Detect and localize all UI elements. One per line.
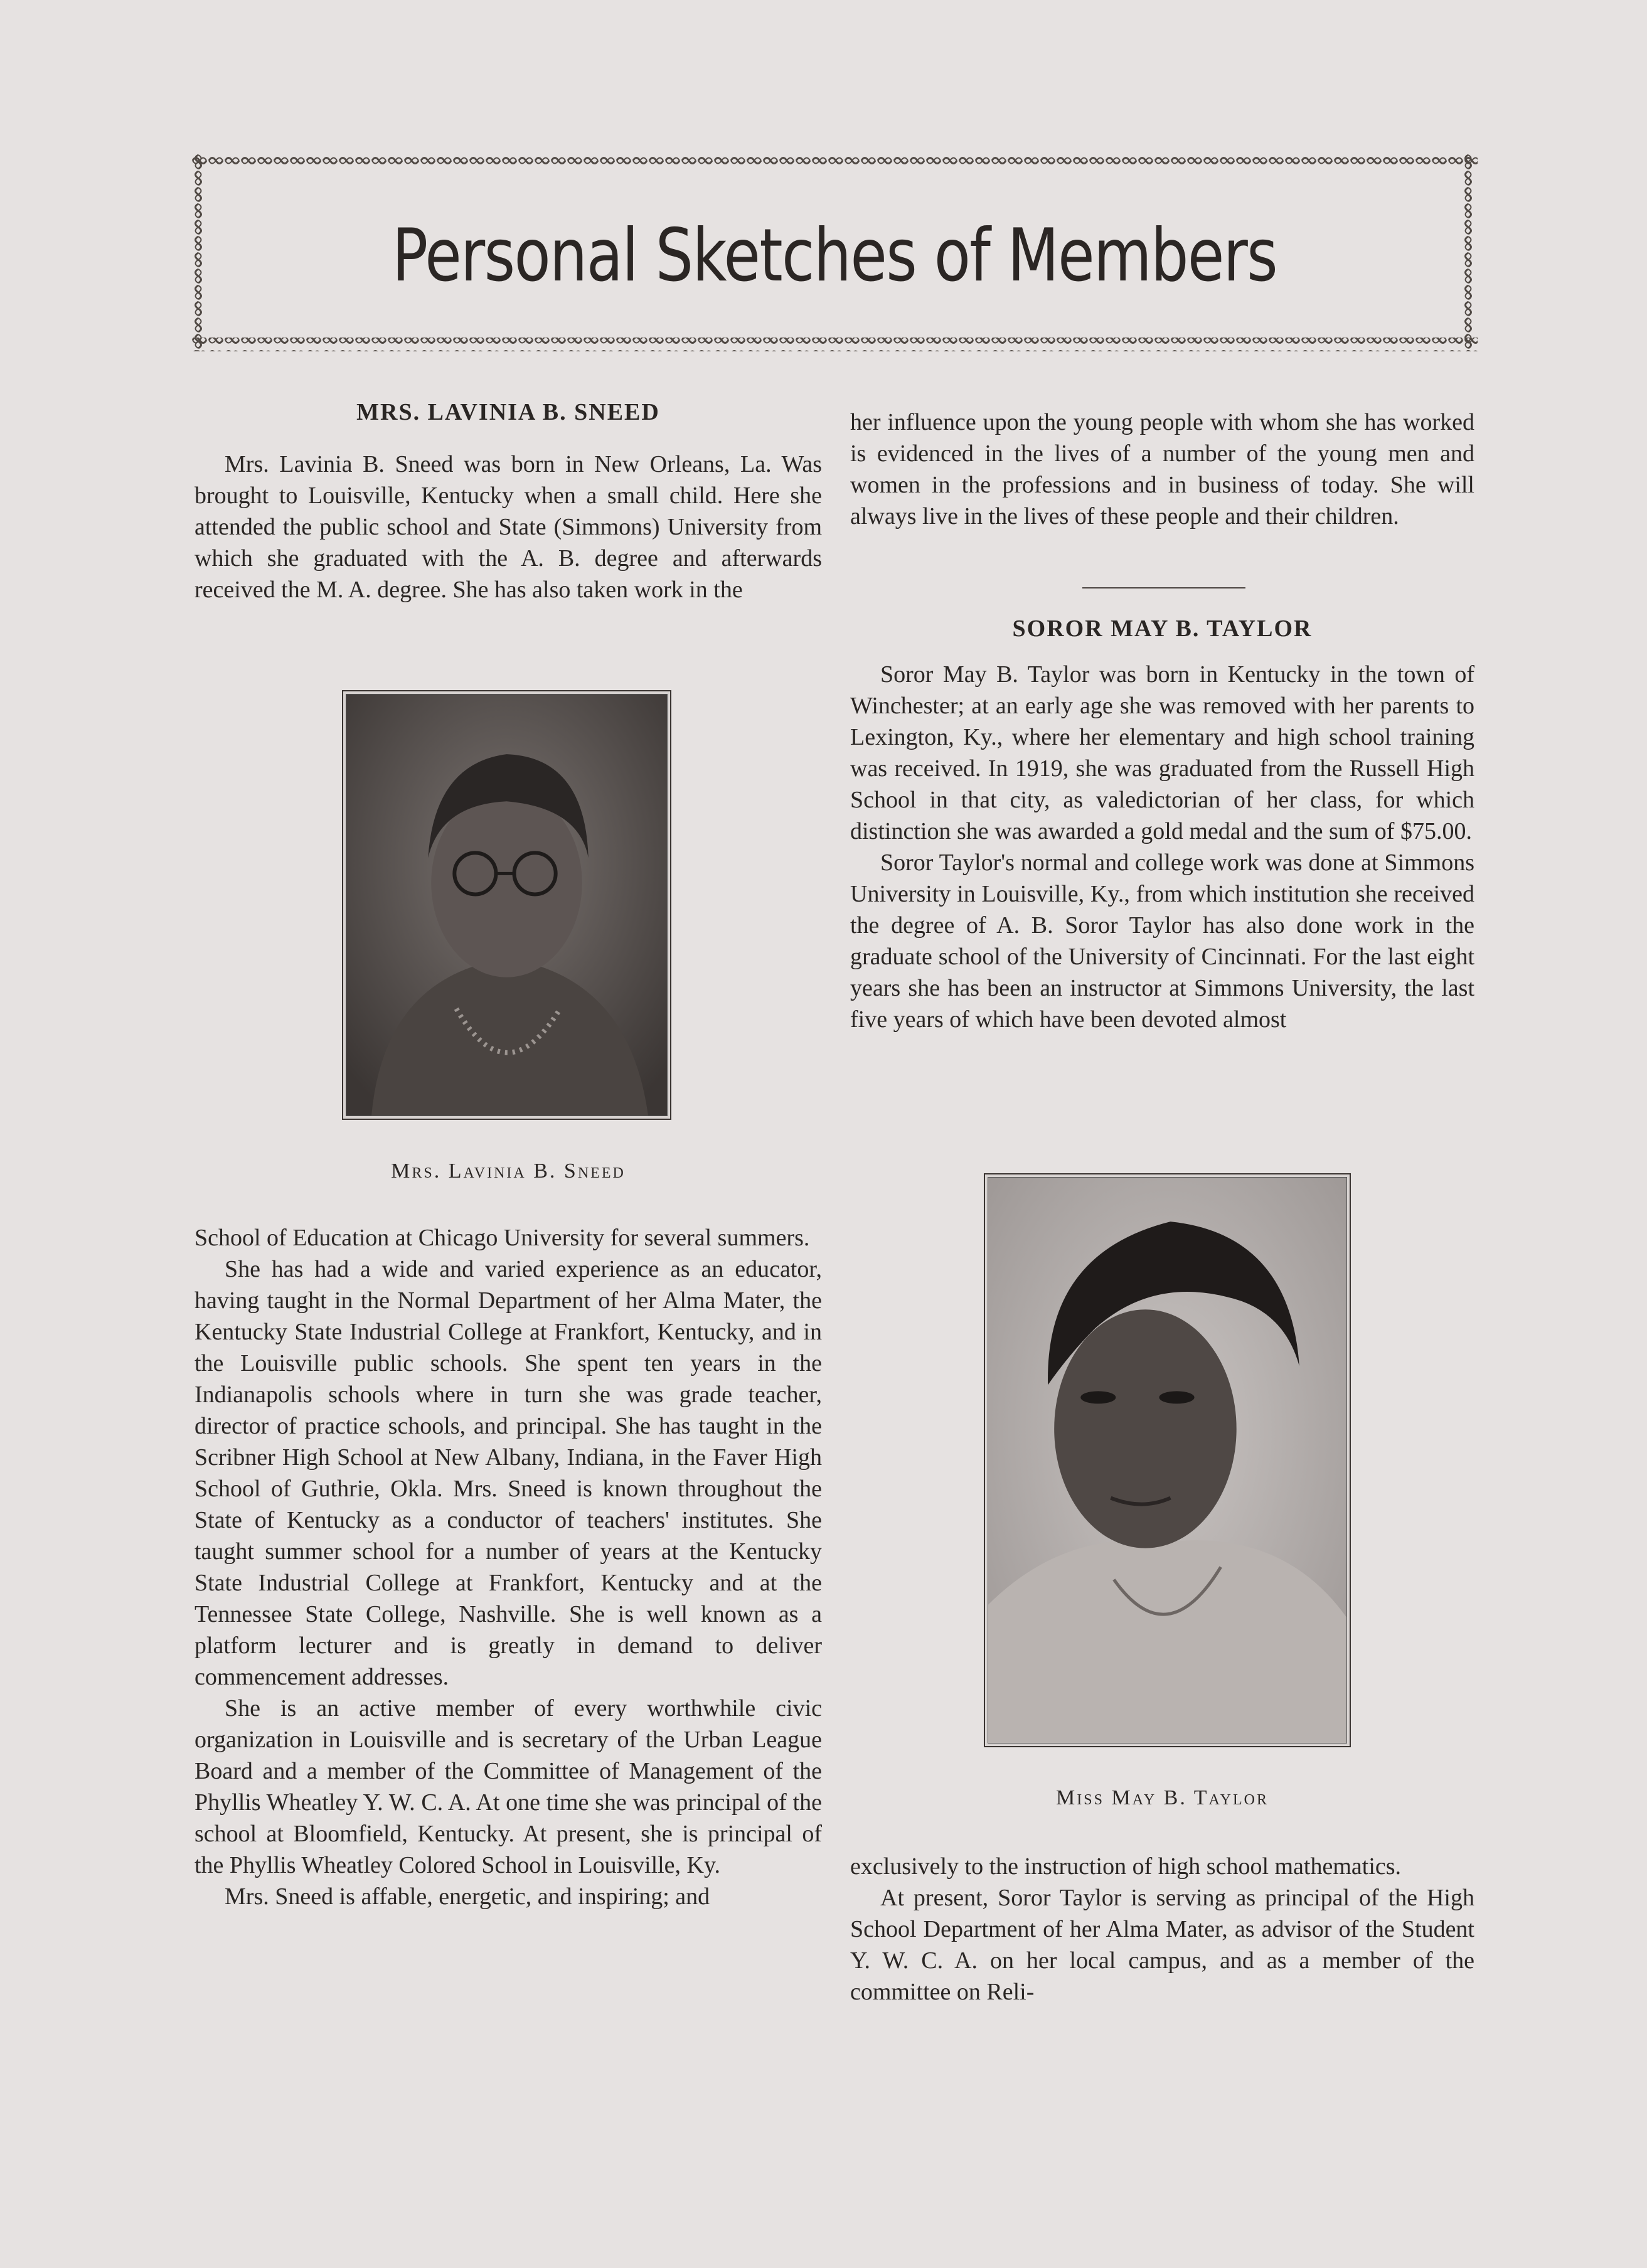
taylor-para-1: Soror May B. Taylor was born in Kentucky in the town of Winchester; at an early age she was removed with her parents to Lexington, Ky., where her elementary and high school training was received. In 1919, she was graduated from the Russell High School in that city, as valedictorian of her class, for which distinction she was awarded a gold medal and the sum of $75.00. (850, 661, 1474, 844)
sneed-intro (195, 449, 822, 605)
page-title: Personal Sketches of Members (392, 213, 1277, 298)
taylor-caption: Miss May B. Taylor (1056, 1786, 1269, 1809)
taylor-heading: SOROR MAY B. TAYLOR (1012, 615, 1313, 642)
title-frame (191, 154, 1478, 351)
sneed-body (195, 1222, 822, 1912)
taylor-para-3: At present, Soror Taylor is serving as principal of the High School Department of her Alma Mater, as advisor of the Student Y. W. C. A. on her local campus, and as a member of the committee on Reli- (850, 1885, 1474, 2005)
sneed-para-1: Mrs. Lavinia B. Sneed was born in New Orleans, La. Was brought to Louisville, Kentucky when a small child. Here she attended the public school and State (Simmons) University from which she graduated with the A. B. degree and afterwards received the M. A. degree. She has also taken work in the (195, 451, 822, 603)
sneed-photo-image (346, 695, 667, 1115)
sneed-portrait (342, 690, 671, 1120)
taylor-para-2: Soror Taylor's normal and college work was done at Simmons University in Louisville, Ky., from which institution she received the degree of A. B. Soror Taylor has also done work in the graduate school of the University of Cincinnati. For the last eight years she has been an instructor at Simmons University, the last five years of which have been devoted almost (850, 849, 1474, 1033)
section-divider (1082, 587, 1245, 588)
sneed-para-1-cont: School of Education at Chicago University for several summers. (195, 1225, 810, 1251)
taylor-intro (850, 659, 1474, 1035)
taylor-body (850, 1851, 1474, 2008)
taylor-portrait (984, 1173, 1351, 1747)
sneed-para-4-cont: her influence upon the young people with whom she has worked is evidenced in the lives of a number of the young men and women in the professions and in business of today. She will always live in the lives of these people and their children. (850, 409, 1474, 530)
sneed-para-4: Mrs. Sneed is affable, energetic, and inspiring; and (225, 1883, 710, 1910)
sneed-heading: MRS. LAVINIA B. SNEED (356, 399, 660, 425)
sneed-continued (850, 407, 1474, 532)
taylor-photo-image (988, 1178, 1346, 1743)
taylor-para-2-cont: exclusively to the instruction of high school mathematics. (850, 1853, 1402, 1880)
sneed-para-2: She has had a wide and varied experience as an educator, having taught in the Normal Department of her Alma Mater, the Kentucky State Industrial College at Frankfort, Kentucky, and in the Louisville public schools. She spent ten years in the Indianapolis schools where in turn she was grade teacher, director of practice schools, and principal. She has taught in the Scribner High School at New Albany, Indiana, in the Faver High School of Guthrie, Okla. Mrs. Sneed is known throughout the State of Kentucky as a conductor of teachers' institutes. She taught summer school for a number of years at the Kentucky State Industrial College at Frankfort, Kentucky and at the Tennessee State College, Nashville. She is well known as a platform lecturer and is greatly in demand to deliver commencement addresses. (195, 1256, 822, 1690)
sneed-caption: Mrs. Lavinia B. Sneed (391, 1159, 626, 1183)
sneed-para-3: She is an active member of every worthwhile civic organization in Louisville and is secretary of the Urban League Board and a member of the Committee of Management of the Phyllis Wheatley Y. W. C. A. At one time she was principal of the school at Bloomfield, Kentucky. At present, she is principal of the Phyllis Wheatley Colored School in Louisville, Ky. (195, 1695, 822, 1878)
